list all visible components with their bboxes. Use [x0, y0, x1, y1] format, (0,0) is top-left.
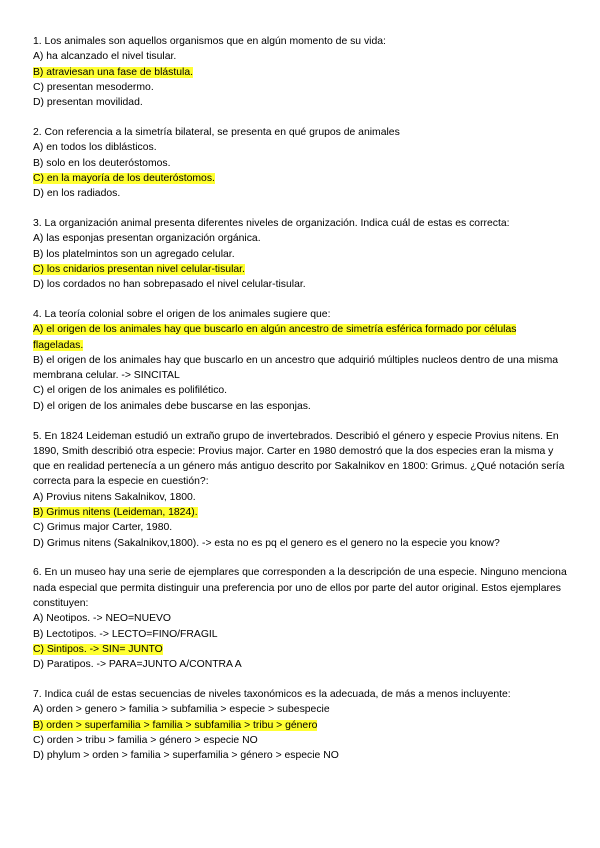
- question-stem: 5. En 1824 Leideman estudió un extraño grupo de invertebrados. Describió el género y especie Provius nitens. En 1890, Smith describió otra especie: Provius major. Carter en 1980 demostró que la dos especies eran la misma y que en realidad pertenecía a un género más antiguo descrito por Sakalnikov en 1800: Grimus. ¿Qué notación sería correcta para la especie en cuestión?:: [33, 430, 565, 488]
- answer-option-a: A) Neotipos. -> NEO=NUEVO: [33, 613, 172, 625]
- answer-option-d: D) el origen de los animales debe buscarse en las esponjas.: [33, 400, 311, 412]
- answer-option-a-highlighted: A) el origen de los animales hay que buscarlo en algún ancestro de simetría esférica formado por células flageladas.: [33, 324, 517, 351]
- question-stem: 2. Con referencia a la simetría bilateral, se presenta en qué grupos de animales: [33, 126, 400, 138]
- question-7: [33, 687, 568, 763]
- question-1: [33, 34, 568, 110]
- answer-option-d: D) presentan movilidad.: [33, 97, 143, 109]
- answer-option-b: B) Lectotipos. -> LECTO=FINO/FRAGIL: [33, 628, 218, 640]
- answer-option-c: C) el origen de los animales es polifilético.: [33, 385, 228, 397]
- question-stem: 4. La teoría colonial sobre el origen de los animales sugiere que:: [33, 308, 331, 320]
- question-stem: 6. En un museo hay una serie de ejemplares que corresponden a la descripción de una especie. Ninguno menciona nada especial que permita distinguir una preferencia por uno de ellos por parte del autor original. Estos ejemplares constituyen:: [33, 567, 567, 609]
- answer-option-b-highlighted: B) orden > superfamilia > familia > subfamilia > tribu > género: [33, 719, 318, 731]
- answer-option-c-highlighted: C) los cnidarios presentan nivel celular-tisular.: [33, 263, 245, 275]
- question-6: [33, 565, 568, 672]
- answer-option-b-highlighted: B) atraviesan una fase de blástula.: [33, 66, 193, 78]
- answer-option-b: B) solo en los deuteróstomos.: [33, 157, 171, 169]
- answer-option-d: D) Grimus nitens (Sakalnikov,1800). -> esta no es pq el genero es el genero no la especie you know?: [33, 537, 500, 549]
- answer-option-a: A) en todos los diblásticos.: [33, 142, 157, 154]
- question-4: [33, 307, 568, 414]
- question-3: [33, 216, 568, 292]
- answer-option-d: D) phylum > orden > familia > superfamilia > género > especie NO: [33, 750, 339, 762]
- answer-option-c: C) presentan mesodermo.: [33, 81, 154, 93]
- answer-option-a: A) Provius nitens Sakalnikov, 1800.: [33, 491, 196, 503]
- answer-option-a: A) orden > genero > familia > subfamilia > especie > subespecie: [33, 704, 330, 716]
- answer-option-c-highlighted: C) en la mayoría de los deuteróstomos.: [33, 172, 215, 184]
- question-stem: 3. La organización animal presenta diferentes niveles de organización. Indica cuál de estas es correcta:: [33, 217, 510, 229]
- answer-option-d: D) los cordados no han sobrepasado el nivel celular-tisular.: [33, 279, 306, 291]
- question-2: [33, 125, 568, 201]
- answer-option-d: D) en los radiados.: [33, 188, 121, 200]
- answer-option-c: C) orden > tribu > familia > género > especie NO: [33, 734, 258, 746]
- answer-option-c-highlighted: C) Sintipos. -> SIN= JUNTO: [33, 643, 163, 655]
- answer-option-d: D) Paratipos. -> PARA=JUNTO A/CONTRA A: [33, 659, 242, 671]
- document-page: [33, 34, 568, 778]
- question-stem: 7. Indica cuál de estas secuencias de niveles taxonómicos es la adecuada, de más a menos incluyente:: [33, 688, 511, 700]
- answer-option-a: A) ha alcanzado el nivel tisular.: [33, 51, 177, 63]
- answer-option-a: A) las esponjas presentan organización orgánica.: [33, 233, 261, 245]
- answer-option-b-highlighted: B) Grimus nitens (Leideman, 1824).: [33, 507, 198, 519]
- question-5: [33, 429, 568, 551]
- answer-option-c: C) Grimus major Carter, 1980.: [33, 522, 173, 534]
- question-stem: 1. Los animales son aquellos organismos que en algún momento de su vida:: [33, 36, 386, 47]
- answer-option-b: B) el origen de los animales hay que buscarlo en un ancestro que adquirió múltiples nucleos dentro de una misma membrana celular. -> SINCITAL: [33, 354, 559, 382]
- answer-option-b: B) los platelmintos son un agregado celular.: [33, 248, 235, 260]
